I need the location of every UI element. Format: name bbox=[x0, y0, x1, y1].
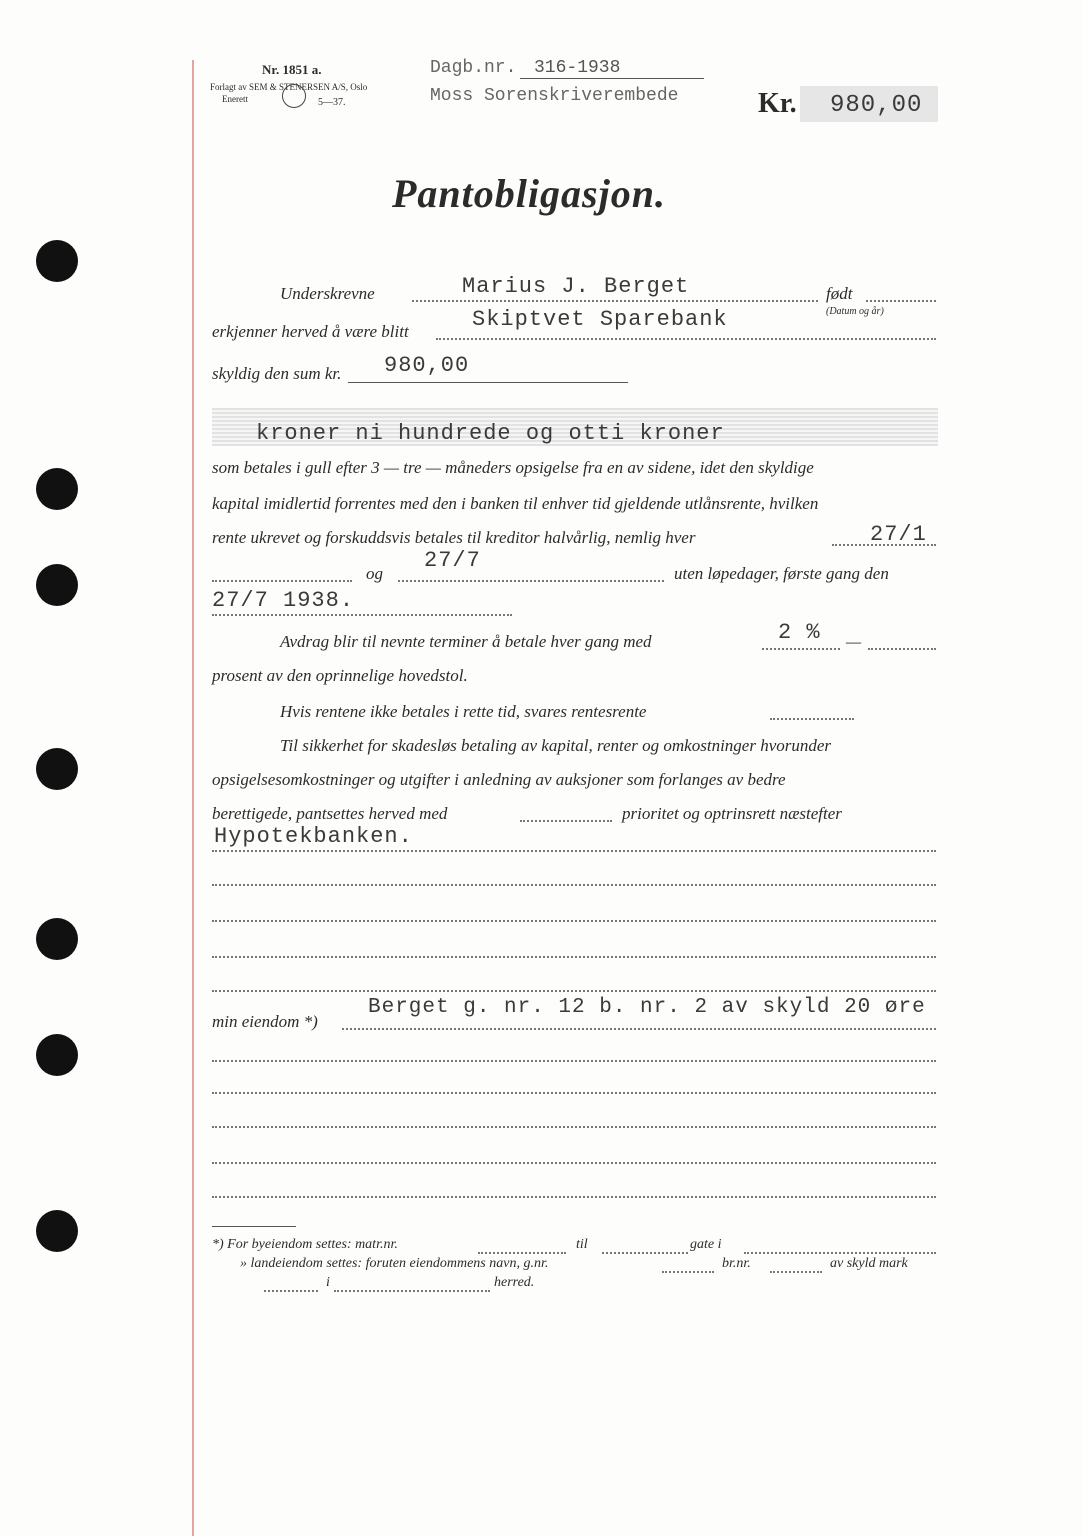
publisher-logo-icon bbox=[282, 84, 306, 108]
og-label: og bbox=[366, 564, 383, 583]
dotted-line bbox=[212, 920, 936, 922]
punch-hole bbox=[36, 1034, 78, 1076]
sum-words: kroner ni hundrede og otti kroner bbox=[256, 421, 725, 446]
footnote-text: til bbox=[576, 1237, 588, 1252]
dotted-line bbox=[520, 820, 612, 822]
dash: — bbox=[846, 632, 862, 651]
dotted-line bbox=[212, 1092, 936, 1094]
dagb-value: 316-1938 bbox=[534, 58, 621, 78]
dotted-line bbox=[212, 1126, 936, 1128]
punch-hole bbox=[36, 240, 78, 282]
publisher-date: 5—37. bbox=[318, 97, 346, 108]
creditor-value: Skiptvet Sparebank bbox=[472, 307, 728, 332]
eiendom-value: Berget g. nr. 12 b. nr. 2 av skyld 20 øre bbox=[368, 996, 926, 1019]
dotted-line bbox=[412, 300, 818, 302]
dotted-line bbox=[212, 1196, 936, 1198]
punch-hole bbox=[36, 1210, 78, 1252]
office-stamp: Moss Sorenskriverembede bbox=[430, 86, 679, 106]
dotted-line bbox=[762, 648, 840, 650]
footnote-text: *) For byeiendom settes: matr.nr. bbox=[212, 1237, 398, 1252]
dotted-line bbox=[398, 580, 664, 582]
footnote-text: herred. bbox=[494, 1275, 535, 1290]
avdrag-text: Avdrag blir til nevnte terminer å betale hver gang med bbox=[280, 632, 652, 651]
footnote-text: i bbox=[326, 1275, 330, 1290]
term-1: 27/1 bbox=[870, 522, 927, 547]
sum-label: skyldig den sum kr. bbox=[212, 364, 342, 383]
eiendom-label: min eiendom *) bbox=[212, 1012, 318, 1031]
form-number: Nr. 1851 a. bbox=[262, 62, 322, 77]
dotted-line bbox=[770, 718, 854, 720]
dotted-line bbox=[212, 990, 936, 992]
prosent-text: prosent av den oprinnelige hovedstol. bbox=[212, 666, 468, 685]
til-text: prioritet og optrinsrett næstefter bbox=[622, 804, 842, 823]
body-line: kapital imidlertid forrentes med den i banken til enhver tid gjeldende utlånsrente, hvilken bbox=[212, 494, 819, 513]
dotted-line bbox=[212, 580, 352, 582]
dotted-line bbox=[478, 1252, 566, 1254]
dotted-line bbox=[602, 1252, 688, 1254]
hvis-text: Hvis rentene ikke betales i rette tid, svares rentesrente bbox=[280, 702, 647, 721]
avdrag-value: 2 % bbox=[778, 620, 821, 645]
term-2: 27/7 bbox=[424, 548, 481, 573]
punch-hole bbox=[36, 564, 78, 606]
undersigned-value: Marius J. Berget bbox=[462, 274, 690, 299]
born-hint: (Datum og år) bbox=[826, 306, 884, 317]
dotted-line bbox=[436, 338, 936, 340]
body-line: uten løpedager, første gang den bbox=[674, 564, 889, 583]
footnote-text: » landeiendom settes: foruten eiendommens navn, g.nr. bbox=[240, 1256, 549, 1271]
born-label: født bbox=[826, 284, 853, 303]
body-line: som betales i gull efter 3 — tre — måneders opsigelse fra en av sidene, idet den skyldige bbox=[212, 458, 814, 477]
til-text: opsigelsesomkostninger og utgifter i anledning av auksjoner som forlanges av bedre bbox=[212, 770, 786, 789]
dotted-line bbox=[212, 1060, 936, 1062]
til-text: Til sikkerhet for skadesløs betaling av kapital, renter og omkostninger hvorunder bbox=[280, 736, 832, 755]
sum-line bbox=[348, 382, 628, 383]
dotted-line bbox=[212, 614, 512, 616]
dotted-line bbox=[866, 300, 936, 302]
document-title: Pantobligasjon. bbox=[392, 171, 666, 216]
footnote-text: br.nr. bbox=[722, 1256, 751, 1271]
dagb-label: Dagb.nr. bbox=[430, 58, 517, 78]
punch-hole bbox=[36, 918, 78, 960]
kr-label: Kr. bbox=[758, 88, 797, 119]
undersigned-label: Underskrevne bbox=[280, 284, 375, 303]
publisher-line: Forlagt av SEM & STENERSEN A/S, Oslo bbox=[210, 82, 368, 92]
footnote-text: av skyld mark bbox=[830, 1256, 908, 1271]
dotted-line bbox=[212, 850, 936, 852]
sum-value: 980,00 bbox=[384, 353, 470, 378]
punch-hole bbox=[36, 468, 78, 510]
dotted-line bbox=[662, 1271, 714, 1273]
dotted-line bbox=[770, 1271, 822, 1273]
dotted-line bbox=[212, 956, 936, 958]
dotted-line bbox=[264, 1290, 318, 1292]
dotted-line bbox=[342, 1028, 936, 1030]
prior-value: Hypotekbanken. bbox=[214, 824, 413, 849]
dotted-line bbox=[212, 884, 936, 886]
dotted-line bbox=[212, 1162, 936, 1164]
creditor-label: erkjenner herved å være blitt bbox=[212, 322, 409, 341]
dotted-line bbox=[744, 1252, 936, 1254]
publisher-enerett: Enerett bbox=[222, 94, 248, 104]
til-text: berettigede, pantsettes herved med bbox=[212, 804, 448, 823]
footnote-rule bbox=[212, 1226, 296, 1227]
punch-hole bbox=[36, 748, 78, 790]
dotted-line bbox=[868, 648, 936, 650]
body-line: rente ukrevet og forskuddsvis betales til kreditor halvårlig, nemlig hver bbox=[212, 528, 696, 547]
kr-value: 980,00 bbox=[830, 92, 923, 119]
dotted-line bbox=[334, 1290, 490, 1292]
footnote-text: gate i bbox=[690, 1237, 722, 1252]
dagb-line bbox=[520, 78, 704, 79]
margin-line bbox=[192, 60, 194, 1536]
first-payment-date: 27/7 1938. bbox=[212, 588, 355, 613]
